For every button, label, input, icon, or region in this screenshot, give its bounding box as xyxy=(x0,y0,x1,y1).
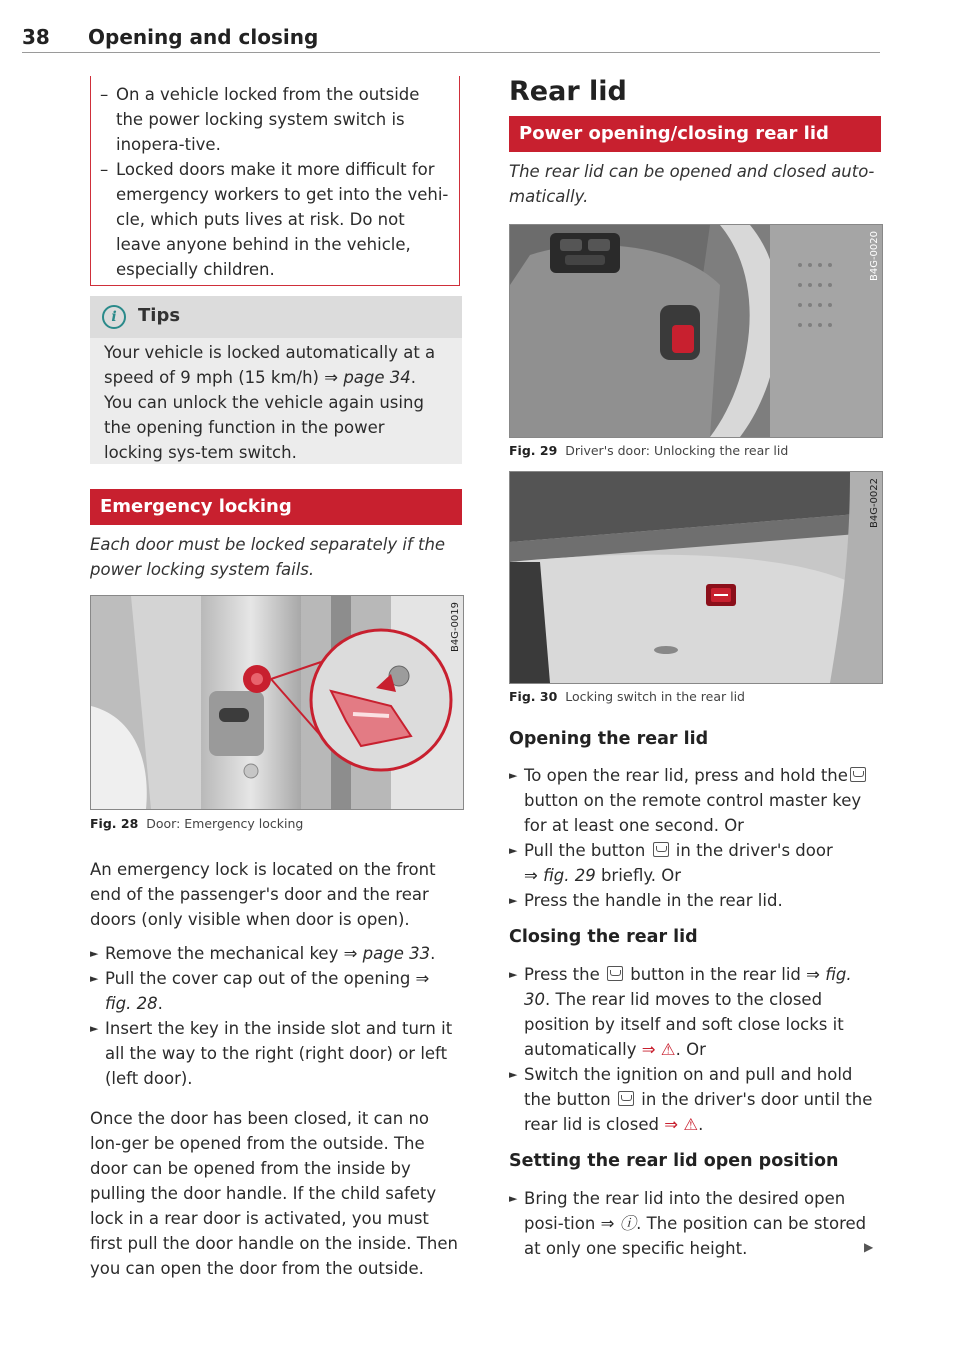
info-icon: i xyxy=(102,305,126,329)
emergency-body: An emergency lock is located on the front end of the passenger's door and the rear doors (only visible when door is open). xyxy=(90,860,436,929)
figure-30-caption: Fig. 30 Locking switch in the rear lid xyxy=(509,689,745,704)
emergency-step: ► Insert the key in the inside slot and turn it all the way to the right (right door) or left (left door). xyxy=(90,1019,453,1088)
rear-lid-button-icon xyxy=(607,966,623,981)
page-reference[interactable]: ⇒ page 33 xyxy=(343,944,431,963)
header-rule xyxy=(22,52,880,53)
continue-arrow-icon: ▶ xyxy=(864,1240,874,1254)
emergency-intro: Each door must be locked separately if the power locking system fails. xyxy=(90,535,446,579)
closing-step: ► Press the button in the rear lid ⇒ fig. 30. The rear lid moves to the closed position by itself and soft close locks it automatically ⇒ ⚠. Or xyxy=(509,965,852,1059)
page-number: 38 xyxy=(22,25,50,49)
rear-lid-switch-illustration xyxy=(510,472,882,683)
setting-step: ► Bring the rear lid into the desired open posi-tion ⇒ ⓘ. The position can be stored at only one specific height. xyxy=(509,1189,867,1258)
tips-text: Your vehicle is locked automatically at a speed of 9 mph (15 km/h) ⇒ page 34. You can unlock the vehicle again using the opening function in the power locking sys-tem switch. xyxy=(104,343,436,462)
warning-item: – Locked doors make it more difficult for emergency workers to get into the vehi-cle, which puts lives at risk. Do not leave anyone behind in the vehicle, especially children. xyxy=(100,160,449,279)
emergency-step: ► Pull the cover cap out of the opening ⇒ fig. 28. xyxy=(90,969,430,1013)
figure-reference[interactable]: ⇒ fig. 30 xyxy=(524,965,852,1009)
figure-29-caption: Fig. 29 Driver's door: Unlocking the rear lid xyxy=(509,443,789,458)
figure-30 xyxy=(509,471,883,684)
rear-lid-button-icon xyxy=(850,767,866,782)
tips-label: Tips xyxy=(138,305,181,326)
figure-28-caption: Fig. 28 Door: Emergency locking xyxy=(90,816,304,831)
figure-reference[interactable]: ⇒ fig. 28 xyxy=(105,969,430,1013)
tips-body xyxy=(90,338,462,464)
note-reference[interactable]: ⇒ ⓘ xyxy=(600,1214,637,1233)
closing-step: ► Switch the ignition on and pull and hold the button in the driver's door until the rear lid is closed ⇒ ⚠. xyxy=(509,1065,873,1134)
rear-lid-intro: The rear lid can be opened and closed auto-matically. xyxy=(509,162,875,206)
figure-code: B4G-0020 xyxy=(869,231,880,282)
page-reference[interactable]: ⇒ page 34 xyxy=(324,368,411,387)
closing-rear-lid-heading: Closing the rear lid xyxy=(509,927,698,947)
section-title: Opening and closing xyxy=(88,25,319,49)
opening-rear-lid-heading: Opening the rear lid xyxy=(509,729,709,749)
setting-open-position-heading: Setting the rear lid open position xyxy=(509,1151,839,1171)
warning-item: – On a vehicle locked from the outside the power locking system switch is inopera-tive. xyxy=(100,85,420,154)
warning-reference[interactable]: ⇒ ⚠ xyxy=(664,1115,699,1134)
emergency-locking-heading: Emergency locking xyxy=(90,489,462,525)
opening-step: ► To open the rear lid, press and hold the button on the remote control master key for at least one second. Or xyxy=(509,763,879,838)
rear-lid-button-icon xyxy=(618,1091,634,1106)
door-emergency-lock-illustration xyxy=(91,596,463,809)
emergency-closing: Once the door has been closed, it can no lon-ger be opened from the outside. The door can be opened from the inside by pulling the door handle. If the child safety lock in a rear door is activated, you must first pull the door handle on the inside. Then you can open the door from the outside. xyxy=(90,1109,458,1278)
emergency-step: ► Remove the mechanical key ⇒ page 33. xyxy=(90,944,436,963)
figure-28 xyxy=(90,595,464,810)
drivers-door-illustration xyxy=(510,225,882,437)
rear-lid-title: Rear lid xyxy=(509,76,627,107)
figure-code: B4G-0022 xyxy=(869,478,880,529)
opening-step: ► Press the handle in the rear lid. xyxy=(509,891,783,910)
power-opening-heading: Power opening/closing rear lid xyxy=(509,116,881,152)
warning-reference[interactable]: ⇒ ⚠ xyxy=(641,1040,676,1059)
figure-code: B4G-0019 xyxy=(450,602,461,653)
tips-header xyxy=(90,296,462,338)
rear-lid-button-icon xyxy=(653,842,669,857)
figure-reference[interactable]: ⇒ fig. 29 xyxy=(524,866,596,885)
opening-step: ► Pull the button in the driver's door ⇒ fig. 29 briefly. Or xyxy=(509,841,833,885)
figure-29 xyxy=(509,224,883,438)
